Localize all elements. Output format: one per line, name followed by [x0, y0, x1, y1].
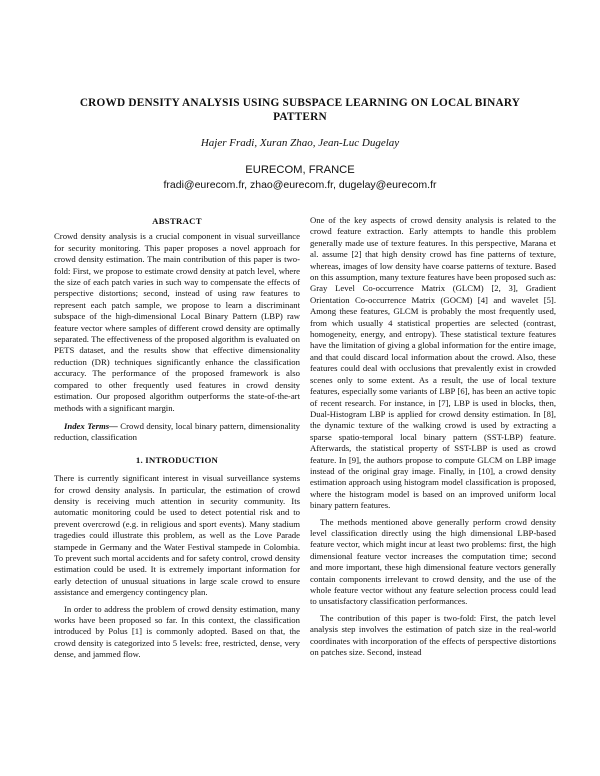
index-terms-label: Index Terms— — [64, 420, 118, 431]
left-column — [54, 216, 300, 661]
paper-affiliation: EURECOM, FRANCE — [245, 164, 355, 176]
right-paragraph-3: The contribution of this paper is two-fold: First, the patch level analysis step involves the estimation of patch size in the real-world coordinates with incorporation of the effects of perspective distortions on patches size. Second, instead — [310, 612, 556, 658]
paper-authors: Hajer Fradi, Xuran Zhao, Jean-Luc Dugelay — [200, 137, 400, 149]
introduction-paragraph-1: There is currently significant interest in visual surveillance systems for crowd density analysis. In particular, the estimation of crowd density is receiving much attention in security community. Its automatic monitoring could be used to detect potential risk and to prevent overcrowd (e.g. in religious and sport events). Many stadium tragedies could illustrate this problem, as well as the Love Parade stampede in Germany and the Water Festival stampede in Colombia. To prevent such mortal accidents and for safety control, crowd density estimation could be used. It is extremely important information for early detection of unusual situations in large scale crowd to ensure assistance and emergency contingency plan. — [54, 473, 300, 598]
paper-title: CROWD DENSITY ANALYSIS USING SUBSPACE LEARNING ON LOCAL BINARY PATTERN — [79, 97, 521, 123]
introduction-paragraph-2: In order to address the problem of crowd density estimation, many works have been proposed so far. In this context, the classification introduced by Polus [1] is commonly adopted. Based on that, the crowd density is categorized into 5 levels: free, restricted, dense, very dense, and jammed flow. — [54, 603, 300, 660]
index-terms — [54, 421, 300, 444]
right-column — [310, 215, 556, 658]
introduction-heading: 1. INTRODUCTION — [135, 454, 219, 465]
index-terms-text: Crowd density, local binary pattern, dimensionality reduction, classification — [54, 420, 301, 443]
abstract-heading: ABSTRACT — [152, 216, 202, 226]
paper-emails: fradi@eurecom.fr, zhao@eurecom.fr, dugelay@eurecom.fr — [163, 179, 437, 191]
abstract-text: Crowd density analysis is a crucial component in visual surveillance for security monitoring. This paper proposes a novel approach for crowd density estimation. The main contribution of this paper is two-fold: First, we propose to estimate crowd density at patch level, where the size of each patch varies in such way to compensate the effects of perspective distortions; second, instead of using raw features to represent each patch sample, we propose to learn a discriminant subspace of the high-dimensional Local Binary Pattern (LBP) raw feature vector where samples of different crowd density are optimally separated. The effectiveness of the proposed algorithm is evaluated on PETS dataset, and the results show that effective dimensionality reduction (DR) techniques significantly enhance the classification accuracy. The performance of the proposed framework is also compared to other frequently used features in crowd density estimation. Our proposed algorithm outperforms the state-of-the-art methods with a significant margin. — [54, 231, 300, 413]
right-paragraph-2: The methods mentioned above generally perform crowd density level classification directly using the high dimensional LBP-based feature vector, which might incur at least two problems: first, the high dimensional feature vector increases the computation time; second and more important, these high dimensional feature vectors generally contain components irrelevant to crowd density, and the use of the whole feature vector without any feature selection process could lead to unsatisfactory classification performances. — [310, 516, 556, 607]
right-paragraph-1: One of the key aspects of crowd density analysis is related to the crowd feature extraction. Early attempts to handle this problem generally made use of texture features. In this perspective, Marana et al. assume [2] that high density crowd has fine patterns of texture, whereas, images of low density have coarse patterns of texture. Based on this assumption, many texture features have been proposed such as: Gray Level Co-occurrence Matrix (GLCM) [2, 3], Gradient Orientation Co-occurrence Matrix (GOCM) [4] and wavelet [5]. Among these features, GLCM is probably the most frequently used, from which usually 4 statistical properties are selected (contrast, homogeneity, energy, and entropy). These statistical texture features have the limitation of giving a global information for the entire image, and that could discard local information about the crowd. Also, these features could deal with occlusions that prevalently exist in crowded scenes only to some extent. As a result, the use of local texture features, especially some variants of LBP [6], has been an active topic of recent research. For instance, in [7], LBP is used in blocks, then, Dual-Histogram LBP is applied for crowd density estimation. In [8], the dynamic texture of the walking crowd is used by extracting a sparse spatio-temporal local binary pattern (SST-LBP) feature. Afterwards, the statistical property of SST-LBP is used as crowd feature. In [9], the authors propose to compute GLCM on LBP image instead of the original gray image. Finally, in [10], a crowd density estimation approach using histogram model classification is proposed, where the histogram model is based on an improved uniform local binary pattern features. — [310, 215, 556, 511]
